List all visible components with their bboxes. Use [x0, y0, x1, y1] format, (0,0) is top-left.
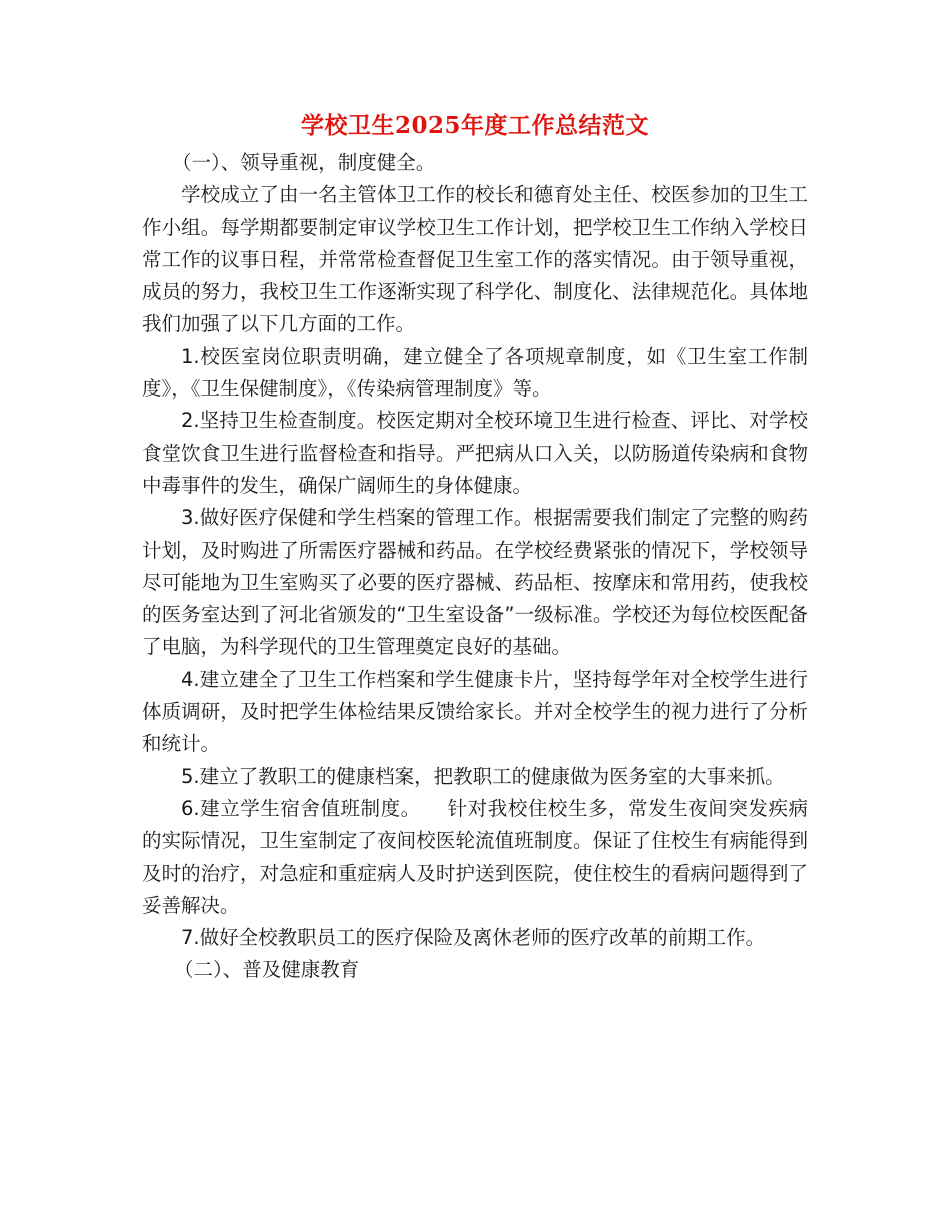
list-item-1: 1.校医室岗位职责明确，建立健全了各项规章制度，如《卫生室工作制度》，《卫生保健制度》，《传染病管理制度》等。 [142, 344, 808, 401]
list-item-7: 7.做好全校教职员工的医疗保险及离休老师的医疗改革的前期工作。 [181, 926, 766, 950]
list-item-6: 6.建立学生宿舍值班制度。 针对我校住校生多，常发生夜间突发疾病的实际情况，卫生室制定了夜间校医轮流值班制度。保证了住校生有病能得到及时的治疗，对急症和重症病人及时护送到医院，使住校生的看病问题得到了妥善解决。 [142, 796, 808, 917]
list-item-2: 2.坚持卫生检查制度。校医定期对全校环境卫生进行检查、评比、对学校食堂饮食卫生进行监督检查和指导。严把病从口入关，以防肠道传染病和食物中毒事件的发生，确保广阔师生的身体健康。 [142, 409, 808, 497]
paragraph-intro: 学校成立了由一名主管体卫工作的校长和德育处主任、校医参加的卫生工作小组。每学期都要制定审议学校卫生工作计划，把学校卫生工作纳入学校日常工作的议事日程，并常常检查督促卫生室工作的落实情况。由于领导重视，成员的努力，我校卫生工作逐渐实现了科学化、制度化、法律规范化。具体地我们加强了以下几方面的工作。 [142, 183, 808, 336]
list-item-3: 3.做好医疗保健和学生档案的管理工作。根据需要我们制定了完整的购药计划，及时购进了所需医疗器械和药品。在学校经费紧张的情况下，学校领导尽可能地为卫生室购买了必要的医疗器械、药品柜、按摩床和常用药，使我校的医务室达到了河北省颁发的“卫生室设备”一级标准。学校还为每位校医配备了电脑，为科学现代的卫生管理奠定良好的基础。 [142, 506, 808, 659]
document-title: 学校卫生2025年度工作总结范文 [300, 112, 649, 139]
document-body [142, 147, 808, 987]
section-heading-2: （二）、普及健康教育 [174, 958, 360, 982]
list-item-5: 5.建立了教职工的健康档案，把教职工的健康做为医务室的大事来抓。 [181, 764, 785, 788]
list-item-4: 4.建立建全了卫生工作档案和学生健康卡片，坚持每学年对全校学生进行体质调研，及时把学生体检结果反馈给家长。并对全校学生的视力进行了分析和统计。 [142, 667, 808, 756]
section-heading-1: （一）、领导重视，制度健全。 [172, 151, 436, 174]
